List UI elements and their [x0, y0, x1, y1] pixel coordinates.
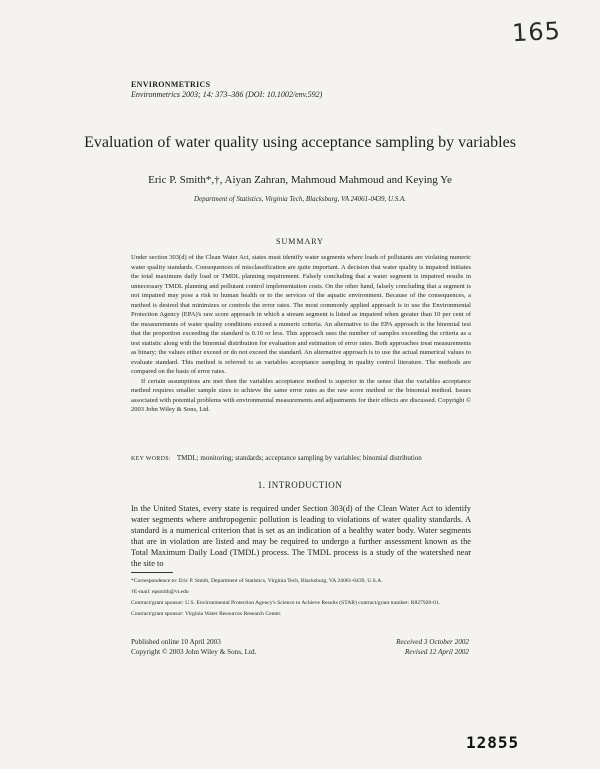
- introduction-heading: 1. INTRODUCTION: [257, 480, 343, 490]
- revised-date: Revised 12 April 2002: [405, 648, 469, 656]
- footnote-correspondence: *Correspondence to: Eric P. Smith, Department of Statistics, Virginia Tech, Blacksburg, VA 24061-0439, U.S.A.: [131, 578, 383, 584]
- summary-heading: SUMMARY: [276, 237, 324, 246]
- footnotes: [131, 577, 471, 621]
- footnote-divider: [131, 572, 173, 573]
- copyright-line: Copyright © 2003 John Wiley & Sons, Ltd.: [131, 648, 257, 656]
- handwritten-page-number: 165: [511, 16, 562, 48]
- author-list: Eric P. Smith*,†, Aiyan Zahran, Mahmoud Mahmoud and Keying Ye: [148, 174, 452, 186]
- introduction-body: [131, 503, 471, 569]
- footnote-contract-2: Contract/grant sponsor: Virginia Water Resources Research Center.: [131, 611, 282, 617]
- footnote-contract-1: Contract/grant sponsor: U.S. Environmental Protection Agency's Science to Achieve Results (STAR) contract/grant number: R827928-01.: [131, 600, 441, 606]
- journal-name: ENVIRONMETRICS: [131, 80, 211, 89]
- stamped-document-number: 12855: [466, 733, 520, 752]
- introduction-paragraph: In the United States, every state is required under Section 303(d) of the Clean Water Act to identify water segments where anthropogenic pollution is leading to violations of water quality standards. A standard is a numerical criterion that is set as an indication of a healthy water body. Water segments that are in violation are listed and may be required to undergo a further assessment known as the Total Maximum Daily Load (TMDL) process. The TMDL process is a study of the watershed near the site to: [131, 504, 471, 568]
- summary-paragraph-2: If certain assumptions are met then the variables acceptance method is superior in the sense that the variables acceptance method requires smaller sample sizes to achieve the same error rates as the raw score method or the binomial method. Issues associated with potential problems with environmental measurements and adjustments for their effects are discussed. Copyright © 2003 John Wiley & Sons, Ltd.: [131, 377, 471, 413]
- paper-title: Evaluation of water quality using acceptance sampling by variables: [84, 134, 516, 151]
- keywords: [131, 454, 471, 464]
- publication-info: [131, 637, 256, 657]
- summary-paragraph-1: Under section 303(d) of the Clean Water Act, states must identify water segments where loads of pollutants are violating numeric water quality standards. Consequences of misclassification are quite important. A decision that water quality is impaired initiates the total maximum daily load or TMDL planning requirement. Falsely concluding that a water segment is impaired results in unnecessary TMDL planning and pollutant control implementation costs. On the other hand, falsely concluding that a segment is not impaired may pose a risk to human health or to the services of the aquatic environment. Because of the consequences, a method is desired that minimizes or controls the error rates. The most commonly applied approach is to use the Environmental Protection Agency (EPA)'s raw score approach in which a stream segment is listed as impaired when greater than 10 per cent of the measurements of water quality conditions exceed a numeric criteria. An alternative to the EPA approach is the binomial test that the proportion exceeding the standard is 0.10 or less. This approach uses the number of samples exceeding the criteria as a test statistic along with the binomial distribution for evaluation and estimation of error rates. Both approaches treat measurements as binary; the values either exceed or do not exceed the standard. An alternative approach is to use the actual numerical values to evaluate standard. This method is referred to as variables acceptance sampling in quality control literature. The methods are compared on the basis of error rates.: [131, 254, 471, 375]
- journal-header: [131, 80, 322, 100]
- published-online: Published online 10 April 2003: [131, 638, 221, 646]
- received-date: Received 3 October 2002: [396, 638, 469, 646]
- journal-citation: Environmetrics 2003; 14: 373–386 (DOI: 10.1002/env.592): [131, 90, 323, 99]
- footnote-email: †E-mail: epsmith@vt.edu: [131, 589, 189, 595]
- keywords-text: TMDL; monitoring; standards; acceptance sampling by variables; binomial distribution: [176, 454, 422, 462]
- author-affiliation: Department of Statistics, Virginia Tech, Blacksburg, VA 24061-0439, U.S.A.: [193, 195, 407, 203]
- summary-abstract: [131, 253, 471, 415]
- keywords-label: KEY WORDS:: [131, 456, 171, 462]
- received-dates: [396, 637, 469, 657]
